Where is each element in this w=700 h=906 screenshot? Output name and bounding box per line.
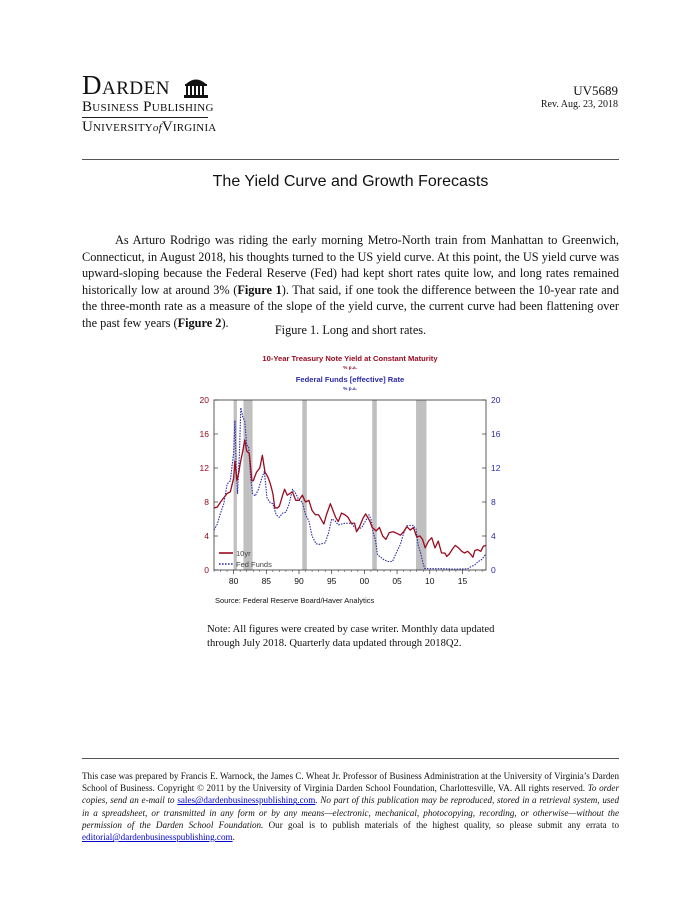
page-title: The Yield Curve and Growth Forecasts <box>212 173 489 190</box>
chart-subtitle: Federal Funds [effective] Rate <box>295 375 405 384</box>
business-publishing-wordmark: Business Publishing <box>82 99 214 115</box>
copyright-footer: This case was prepared by Francis E. Warnock, the James C. Wheat Jr. Professor of Business Administration at the University of Virginia’s Darden School of Business. Copyright © 2011 by the University of Virginia Darden School Foundation, Charlottesville, VA. All rights reserved. To order copies, send an e-mail to sales@dardenbusinesspublishing.com. No part of this publication may be reproduced, stored in a retrieval system, used in a spreadsheet, or transmitted in any form or by any means—electronic, mechanical, photocopying, recording, or otherwise—without the permission of the Darden School Foundation. Our goal is to publish materials of the highest quality, so please submit any errata to editorial@dardenbusinesspublishing.com. <box>82 771 619 843</box>
x-tick-label-1980: 80 <box>228 576 239 586</box>
y-tick-label-left-12: 12 <box>199 463 209 473</box>
sales-email-link[interactable]: sales@dardenbusinesspublishing.com <box>177 795 316 806</box>
y-tick-label-left-8: 8 <box>204 497 209 507</box>
y-tick-label-left-0: 0 <box>204 565 209 575</box>
header-divider <box>82 159 619 160</box>
legend-label-10yr: 10yr <box>236 549 251 558</box>
y-tick-label-right-12: 12 <box>491 463 501 473</box>
revision-date: Rev. Aug. 23, 2018 <box>540 99 618 110</box>
y-tick-label-right-20: 20 <box>491 395 501 405</box>
body-paragraph: As Arturo Rodrigo was riding the early morning Metro-North train from Manhattan to Greenwich, Connecticut, in August 2018, his thoughts turned to the US yield curve. At this point, the US yield curve was upward-sloping because the Federal Reserve (Fed) had kept short rates quite low, and long rates remained historically low at around 3% (Figure 1). That said, if one took the difference between the 10-year rate and the three-month rate as a measure of the slope of the yield curve, the current curve had been flattening over the past few years (Figure 2). <box>82 233 619 330</box>
y-tick-label-left-16: 16 <box>199 429 209 439</box>
recession-band-2 <box>302 400 307 570</box>
x-tick-label-1985: 85 <box>261 576 272 586</box>
footer-divider <box>82 758 619 759</box>
y-tick-label-left-20: 20 <box>199 395 209 405</box>
x-tick-label-2015: 15 <box>457 576 468 586</box>
figure-caption: Figure 1. Long and short rates. <box>274 323 427 337</box>
recession-band-3 <box>372 400 377 570</box>
chart-title: 10-Year Treasury Note Yield at Constant Maturity <box>262 354 438 363</box>
series-line-fed-funds <box>214 408 486 570</box>
x-tick-label-1995: 95 <box>326 576 337 586</box>
x-tick-label-1990: 90 <box>294 576 304 586</box>
y-tick-label-right-16: 16 <box>491 429 501 439</box>
darden-logo-wordmark: Darden <box>82 70 170 100</box>
y-tick-label-right-8: 8 <box>491 497 496 507</box>
case-number: UV5689 <box>573 83 618 98</box>
plot-frame <box>214 400 486 570</box>
series-line-10yr <box>214 440 486 557</box>
university-wordmark: UniversityofVirginia <box>82 119 217 135</box>
errata-email-link[interactable]: editorial@dardenbusinesspublishing.com <box>82 832 233 843</box>
y-tick-label-left-4: 4 <box>204 531 209 541</box>
recession-band-4 <box>416 400 426 570</box>
chart-source: Source: Federal Reserve Board/Haver Analytics <box>215 596 375 605</box>
logo-divider <box>82 117 208 118</box>
x-tick-label-2000: 00 <box>359 576 370 586</box>
x-tick-label-2005: 05 <box>392 576 402 586</box>
chart-title-units: % p.a. <box>343 366 357 371</box>
chart-subtitle-units: % p.a. <box>343 387 357 392</box>
figure-note: Note: All figures were created by case writer. Monthly data updated through July 2018. Quarterly data updated through 2018Q2. <box>207 624 495 649</box>
x-tick-label-2010: 10 <box>425 576 435 586</box>
legend-label-fed-funds: Fed Funds <box>236 560 272 569</box>
y-tick-label-right-4: 4 <box>491 531 496 541</box>
rotunda-logo-icon <box>183 75 209 99</box>
y-tick-label-right-0: 0 <box>491 565 496 575</box>
yield-chart <box>190 346 520 608</box>
